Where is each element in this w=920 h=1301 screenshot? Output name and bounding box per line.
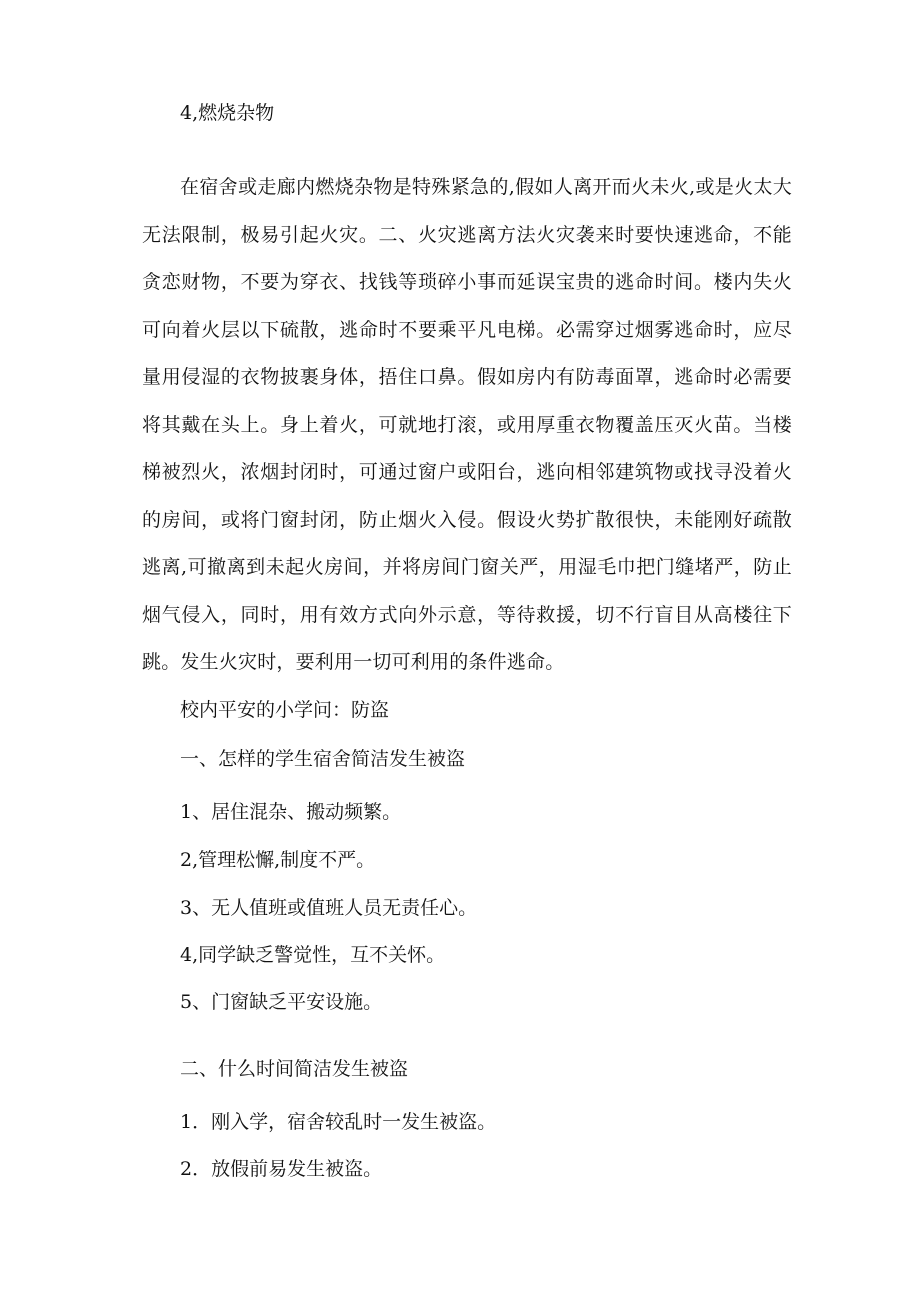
q1-item-3: 3、无人值班或值班人员无责任心。 bbox=[180, 897, 478, 919]
q2-item-2: 2．放假前易发生被盗。 bbox=[180, 1158, 383, 1180]
fire-escape-paragraph: 在宿舍或走廊内燃烧杂物是特殊紧急的,假如人离开而火未火,或是火太大无法限制，极易引起火灾。二、火灾逃离方法火灾袭来时要快速逃命，不能贪恋财物，不要为穿衣、找钱等琐碎小事而延误宝贵的逃命时间。楼内失火可向着火层以下硫散，逃命时不要乘平凡电梯。必需穿过烟雾逃命时，应尽量用侵湿的衣物披裹身体，捂住口鼻。假如房内有防毒面罩，逃命时必需要将其戴在头上。身上着火，可就地打滚，或用厚重衣物覆盖压灭火苗。当楼梯被烈火，浓烟封闭时，可通过窗户或阳台，逃向相邻建筑物或找寻没着火的房间，或将门窗封闭，防止烟火入侵。假设火势扩散很快，未能刚好疏散逃离,可撤离到未起火房间，并将房间门窗关严，用湿毛巾把门缝堵严，防止烟气侵入，同时，用有效方式向外示意，等待救援，切不行盲目从高楼往下跳。发生火灾时，要利用一切可利用的条件逃命。 bbox=[142, 176, 792, 673]
heading-burning-debris: 4,燃烧杂物 bbox=[180, 102, 275, 124]
question-1-title: 一、怎样的学生宿舍简洁发生被盗 bbox=[180, 748, 466, 770]
q1-item-5: 5、门窗缺乏平安设施。 bbox=[180, 991, 383, 1013]
q1-item-2: 2,管理松懈,制度不严。 bbox=[180, 849, 376, 871]
section-title-theft-prevention: 校内平安的小学问：防盗 bbox=[180, 699, 390, 721]
question-2-title: 二、什么时间简洁发生被盗 bbox=[180, 1058, 409, 1080]
q1-item-1: 1、居住混杂、搬动频繁。 bbox=[180, 801, 402, 823]
q1-item-4: 4,同学缺乏警觉性，互不关怀。 bbox=[180, 944, 446, 966]
q2-item-1: 1．刚入学，宿舍较乱时一发生被盗。 bbox=[180, 1111, 497, 1133]
